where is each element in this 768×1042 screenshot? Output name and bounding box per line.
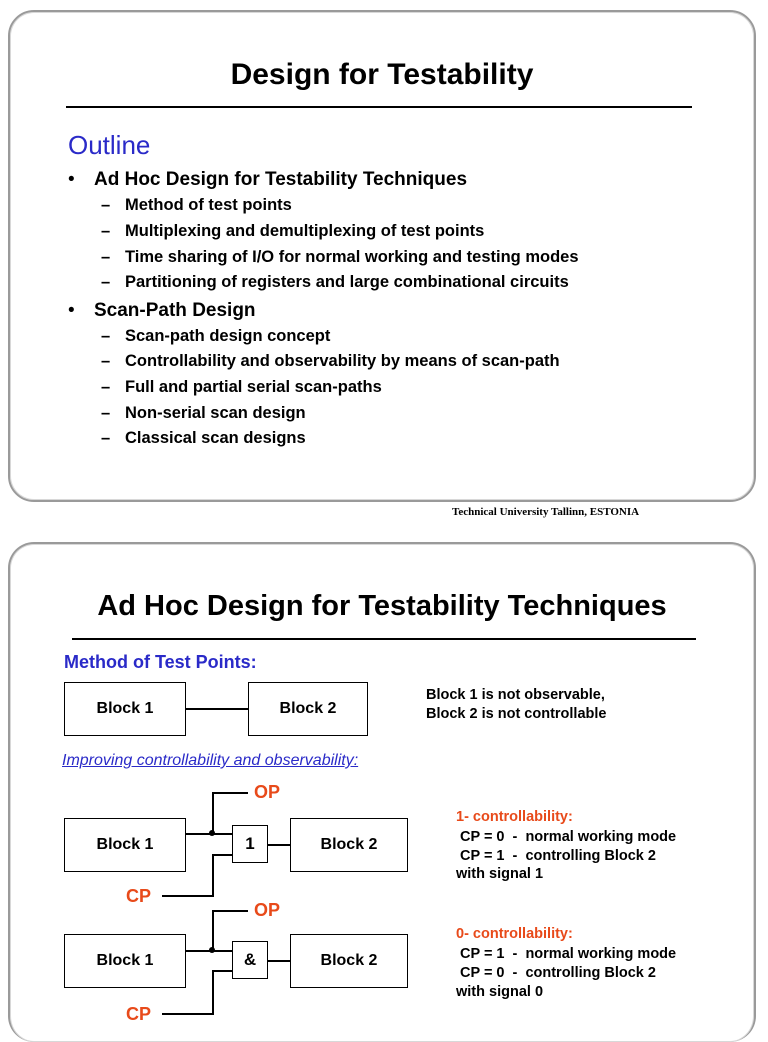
sub-label: Method of test points (125, 196, 292, 214)
diagram3-note-line2: CP = 0 - controlling Block 2 (456, 965, 656, 981)
improving-heading: Improving controllability and observability: (62, 752, 359, 769)
sub-label: Time sharing of I/O for normal working and testing modes (125, 248, 579, 266)
op-line (212, 792, 248, 794)
op-label: OP (254, 900, 281, 920)
diagram2-note-title: 1- controllability: (456, 809, 573, 825)
sub-item: – Full and partial serial scan-paths (101, 378, 382, 396)
diagram1-note-line1: Block 1 is not observable, (426, 687, 605, 703)
or-gate-box: 1 (232, 825, 268, 863)
sub-item: – Controllability and observability by means of scan-path (101, 352, 560, 370)
junction-dot (209, 947, 215, 953)
sub-label: Controllability and observability by means of scan-path (125, 352, 560, 370)
op-label: OP (254, 782, 281, 802)
diagram2-note-line3: with signal 1 (456, 866, 544, 882)
diagram3-note-line1: CP = 1 - normal working mode (456, 946, 677, 962)
slide-outline (8, 10, 756, 502)
cp-line (162, 1013, 214, 1015)
title-rule (72, 638, 696, 640)
block-2-box: Block 2 (290, 818, 408, 872)
sub-item: – Time sharing of I/O for normal working and testing modes (101, 248, 579, 266)
bullet-dot: • (68, 300, 75, 321)
cp-stub-line (212, 854, 232, 856)
bullet-dot: • (68, 169, 75, 190)
sub-label: Partitioning of registers and large combinational circuits (125, 273, 569, 291)
sub-item: – Multiplexing and demultiplexing of test points (101, 222, 485, 240)
sub-label: Full and partial serial scan-paths (125, 378, 382, 396)
connection-line (268, 844, 290, 846)
sub-item: – Scan-path design concept (101, 327, 331, 345)
sub-item: – Partitioning of registers and large combinational circuits (101, 273, 569, 291)
cp-vertical-line (212, 854, 214, 896)
section-heading: Method of Test Points: (64, 652, 257, 672)
cp-label: CP (126, 886, 152, 906)
sub-item: – Classical scan designs (101, 429, 306, 447)
sub-label: Classical scan designs (125, 429, 306, 447)
and-gate-box: & (232, 941, 268, 979)
slide-ad-hoc (8, 542, 756, 1042)
footer-institution: Technical University Tallinn, ESTONIA (452, 506, 640, 518)
cp-line (162, 895, 214, 897)
slide1-title: Design for Testability (230, 58, 534, 91)
slide2-title: Ad Hoc Design for Testability Techniques (97, 590, 667, 622)
block-1-box: Block 1 (64, 682, 186, 736)
op-vertical-line (212, 792, 214, 834)
sub-label: Multiplexing and demultiplexing of test points (125, 222, 485, 240)
cp-stub-line (212, 970, 232, 972)
block-2-box: Block 2 (248, 682, 368, 736)
block-2-box: Block 2 (290, 934, 408, 988)
diagram2-note-line2: CP = 1 - controlling Block 2 (456, 848, 656, 864)
junction-dot (209, 830, 215, 836)
title-rule (66, 106, 692, 108)
bullet-label: Ad Hoc Design for Testability Techniques (94, 169, 468, 190)
cp-label: CP (126, 1004, 152, 1024)
cp-vertical-line (212, 970, 214, 1014)
sub-item: – Non-serial scan design (101, 404, 306, 422)
op-vertical-line (212, 910, 214, 952)
bullet-label: Scan-Path Design (94, 300, 256, 321)
sub-item: – Method of test points (101, 196, 292, 214)
diagram2-note-line1: CP = 0 - normal working mode (456, 829, 677, 845)
sub-label: Scan-path design concept (125, 327, 331, 345)
bullet-item (68, 169, 468, 191)
diagram1-note-line2: Block 2 is not controllable (426, 706, 607, 722)
outline-heading: Outline (68, 130, 151, 160)
connection-line (186, 708, 248, 710)
sub-label: Non-serial scan design (125, 404, 306, 422)
block-1-box: Block 1 (64, 934, 186, 988)
diagram3-note-title: 0- controllability: (456, 926, 573, 942)
op-line (212, 910, 248, 912)
connection-line (268, 960, 290, 962)
bullet-item (68, 300, 256, 322)
block-1-box: Block 1 (64, 818, 186, 872)
diagram3-note-line3: with signal 0 (456, 984, 544, 1000)
